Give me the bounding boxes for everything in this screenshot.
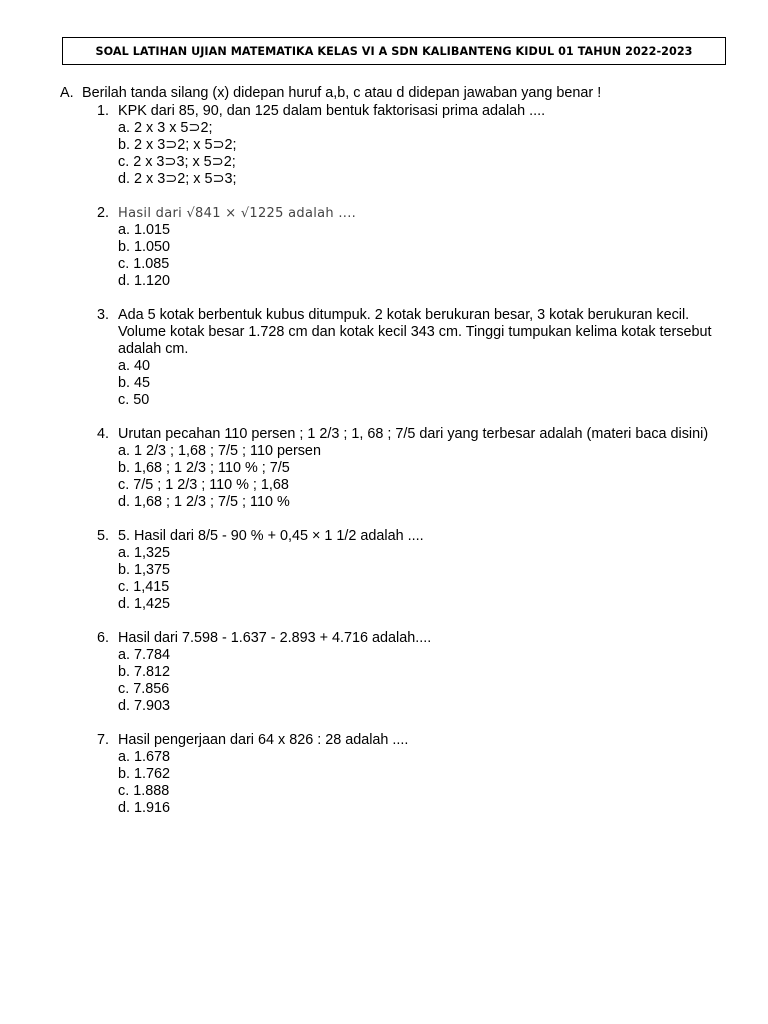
question-text: Hasil pengerjaan dari 64 x 826 : 28 adalah .... xyxy=(118,732,409,748)
page-title-box xyxy=(62,37,726,65)
question-number: 7. xyxy=(97,732,110,748)
option-c: c. 7.856 xyxy=(118,681,170,697)
question-number: 1. xyxy=(97,103,110,119)
option-b: b. 45 xyxy=(118,375,151,391)
option-b: b. 2 x 3⊃2; x 5⊃2; xyxy=(118,137,237,153)
option-c: c. 1.888 xyxy=(118,783,170,799)
option-a: a. 1.015 xyxy=(118,222,171,238)
question-text: KPK dari 85, 90, dan 125 dalam bentuk faktorisasi prima adalah .... xyxy=(118,103,546,119)
option-a: a. 1 2/3 ; 1,68 ; 7/5 ; 110 persen xyxy=(118,443,321,459)
option-d: d. 1.916 xyxy=(118,800,171,816)
option-c: c. 2 x 3⊃3; x 5⊃2; xyxy=(118,154,236,170)
question-number: 2. xyxy=(97,205,110,221)
option-b: b. 1,68 ; 1 2/3 ; 110 % ; 7/5 xyxy=(118,460,290,476)
section-a xyxy=(60,85,740,817)
question-number: 5. xyxy=(97,528,110,544)
option-a: a. 2 x 3 x 5⊃2; xyxy=(118,120,213,136)
option-d: d. 1,68 ; 1 2/3 ; 7/5 ; 110 % xyxy=(118,494,290,510)
page-title: SOAL LATIHAN UJIAN MATEMATIKA KELAS VI A SDN KALIBANTENG KIDUL 01 TAHUN 2022-2023 xyxy=(95,44,693,58)
option-b: b. 1.762 xyxy=(118,766,171,782)
option-b: b. 1,375 xyxy=(118,562,171,578)
option-d: d. 1.120 xyxy=(118,273,171,289)
question-3 xyxy=(97,307,740,409)
question-4 xyxy=(97,426,740,511)
question-text: Hasil dari 7.598 - 1.637 - 2.893 + 4.716 adalah.... xyxy=(118,630,432,646)
question-6 xyxy=(97,630,740,715)
option-d: d. 7.903 xyxy=(118,698,171,714)
question-2 xyxy=(97,205,740,290)
question-5 xyxy=(97,528,740,613)
option-d: d. 2 x 3⊃2; x 5⊃3; xyxy=(118,171,237,187)
section-instruction: Berilah tanda silang (x) didepan huruf a,b, c atau d didepan jawaban yang benar ! xyxy=(82,85,602,101)
section-heading xyxy=(60,85,740,102)
question-text: Hasil dari √841 × √1225 adalah .... xyxy=(118,206,357,221)
option-a: a. 7.784 xyxy=(118,647,171,663)
option-c: c. 7/5 ; 1 2/3 ; 110 % ; 1,68 xyxy=(118,477,289,493)
option-c: c. 1.085 xyxy=(118,256,170,272)
question-text: 5. Hasil dari 8/5 - 90 % + 0,45 × 1 1/2 adalah .... xyxy=(118,528,424,544)
question-text: Ada 5 kotak berbentuk kubus ditumpuk. 2 kotak berukuran besar, 3 kotak berukuran kecil. Volume kotak besar 1.728 cm dan kotak kecil 343 cm. Tinggi tumpukan kelima kotak tersebut adalah cm. xyxy=(118,307,712,357)
section-letter: A. xyxy=(60,85,74,101)
option-c: c. 50 xyxy=(118,392,150,408)
question-number: 6. xyxy=(97,630,110,646)
option-a: a. 1,325 xyxy=(118,545,171,561)
question-7 xyxy=(97,732,740,817)
question-1 xyxy=(97,103,740,188)
question-number: 4. xyxy=(97,426,110,442)
option-a: a. 40 xyxy=(118,358,151,374)
question-text: Urutan pecahan 110 persen ; 1 2/3 ; 1, 68 ; 7/5 dari yang terbesar adalah (materi baca disini) xyxy=(118,426,709,442)
option-b: b. 1.050 xyxy=(118,239,171,255)
option-b: b. 7.812 xyxy=(118,664,171,680)
option-a: a. 1.678 xyxy=(118,749,171,765)
option-c: c. 1,415 xyxy=(118,579,170,595)
option-d: d. 1,425 xyxy=(118,596,171,612)
question-number: 3. xyxy=(97,307,110,323)
